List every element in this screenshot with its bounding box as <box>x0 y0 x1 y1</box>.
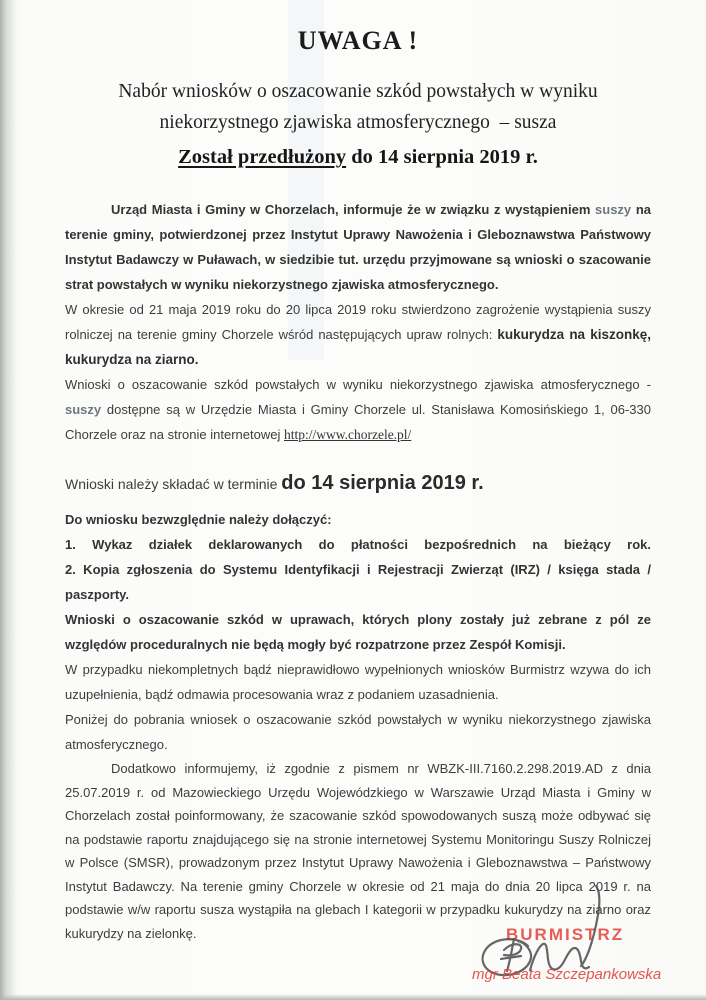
paragraph-additional-info: Dodatkowo informujemy, iż zgodnie z pismem nr WBZK-III.7160.2.298.2019.AD z dnia 25.07.2019 r. od Mazowieckiego Urzędu Wojewódzkiego w Warszawie Urząd Miasta i Gminy w Chorzelach został poinformowany, że szacowanie szkód spowodowanych suszą może odbywać się na podstawie raportu znajdującego się na stronie internetowej Systemu Monitoringu Suszy Rolniczej w Polsce (SMSR), prowadzonym przez Instytut Uprawy Nawożenia i Gleboznawstwa – Państwowy Instytut Badawczy. Na terenie gminy Chorzele w okresie od 21 maja do dnia 20 lipca 2019 r. na podstawie w/w raportu susza wystąpiła na glebach I kategorii w przypadku kukurydzy na ziarno oraz kukurydzy na zielonkę. <box>65 761 651 941</box>
mayor-stamp-name: mgr Beata Szczepankowska <box>472 966 662 983</box>
attachment-item-2: 2. Kopia zgłoszenia do Systemu Identyfikacji i Rejestracji Zwierząt (IRZ) / księga stada / paszporty. <box>65 562 651 602</box>
scan-edge-bottom <box>0 994 706 1000</box>
p2-crops-bold: kukurydza na kiszonkę, kukurydza na ziarno. <box>65 327 651 367</box>
p3-highlight-suszy: suszy <box>65 402 102 417</box>
extension-underlined-text: Został przedłużony <box>178 146 347 168</box>
extension-heading <box>65 146 651 169</box>
subtitle <box>65 76 651 138</box>
paragraph-harvested-crops: Wnioski o oszacowanie szkód w uprawach, których plony zostały już zebrane z pól ze względów proceduralnych nie będą mogły być rozpatrzone przez Zespół Komisji. <box>65 612 651 652</box>
deadline-date: do 14 sierpnia 2019 r. <box>281 472 484 494</box>
p1-text-after: na terenie gminy, potwierdzonej przez Instytut Uprawy Nawożenia i Gleboznawstwa Państwowy Instytut Badawczy w Puławach, w siedzibie tut. urzędu przyjmowane są wnioski o szacowanie strat powstałych w wyniku niekorzystnego zjawiska atmosferycznego. <box>65 202 651 292</box>
p2-text: W okresie od 21 maja 2019 roku do 20 lipca 2019 roku stwierdzono zagrożenie wystąpienia suszy rolniczej na terenie gminy Chorzele wśród następujących upraw rolnych: <box>65 302 651 342</box>
paragraph-intro <box>65 197 651 297</box>
mayor-stamp-title: BURMISTRZ <box>506 925 625 944</box>
p3-text-after: dostępne są w Urzędzie Miasta i Gminy Chorzele ul. Stanisława Komosińskiego 1, 06-330 Chorzele oraz na stronie internetowej <box>65 402 651 442</box>
attachments-heading: Do wniosku bezwzględnie należy dołączyć: <box>65 512 332 527</box>
scan-edge-left <box>0 0 16 1000</box>
p3-text-before: Wnioski o oszacowanie szkód powstałych w wyniku niekorzystnego zjawiska atmosferycznego - <box>65 377 651 392</box>
deadline-prefix: Wnioski należy składać w terminie <box>65 476 282 492</box>
document-content <box>65 26 651 945</box>
p1-text-before: Urząd Miasta i Gminy w Chorzelach, informuje że w związku z wystąpieniem <box>111 202 591 217</box>
attachment-item-1: 1. Wykaz działek deklarowanych do płatności bezpośrednich na bieżący rok. <box>65 537 651 552</box>
subtitle-line-2: niekorzystnego zjawiska atmosferycznego – susza <box>159 112 557 133</box>
website-link[interactable]: http://www.chorzele.pl/ <box>283 427 412 442</box>
page-title: UWAGA ! <box>297 26 419 55</box>
paragraph-download-note: Poniżej do pobrania wniosek o oszacowanie szkód powstałych w wyniku niekorzystnego zjawiska atmosferycznego. <box>65 712 651 752</box>
subtitle-line-1: Nabór wniosków o oszacowanie szkód powstałych w wyniku <box>118 81 598 102</box>
paragraph-incomplete-applications: W przypadku niekompletnych bądź nieprawidłowo wypełnionych wniosków Burmistrz wzywa do ich uzupełnienia, bądź odmawia procesowania wraz z podaniem uzasadnienia. <box>65 662 651 702</box>
paragraph-forms <box>65 372 651 447</box>
paragraph-period <box>65 297 651 372</box>
deadline-line <box>65 471 651 497</box>
extension-date-text: do 14 sierpnia 2019 r. <box>346 146 538 168</box>
p1-highlight-suszy: suszy <box>595 202 632 217</box>
